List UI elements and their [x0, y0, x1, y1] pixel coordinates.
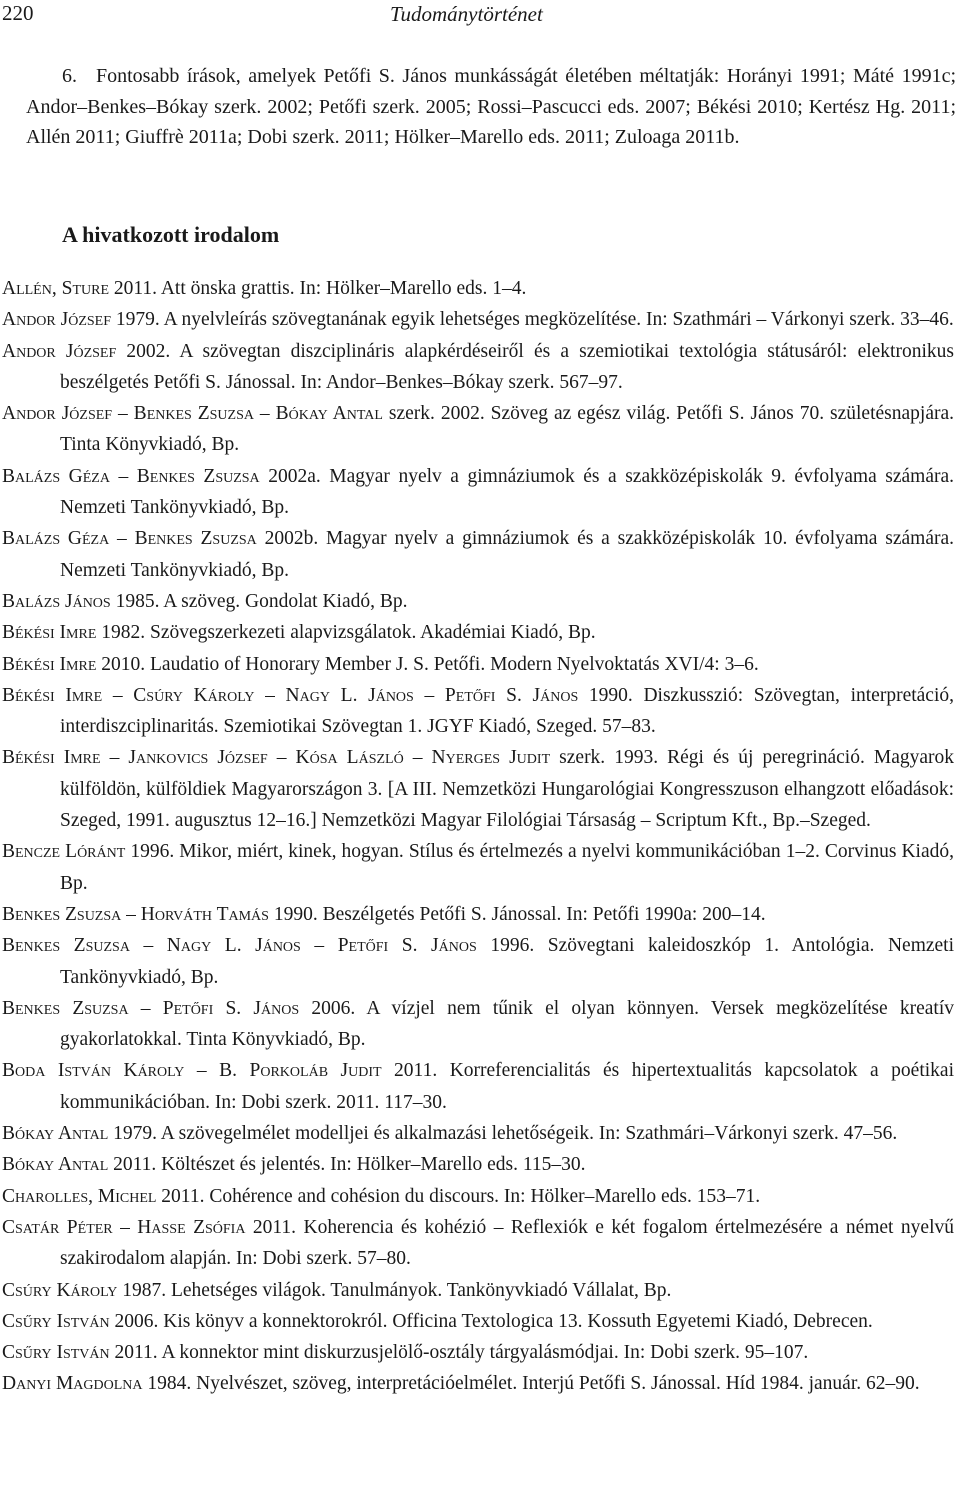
reference-author: Balázs János	[2, 590, 111, 612]
reference-entry	[2, 899, 954, 930]
reference-entry	[2, 1337, 954, 1368]
reference-entry	[2, 1212, 954, 1275]
reference-entry	[2, 273, 954, 304]
reference-entry	[2, 1149, 954, 1180]
reference-text: 2011. Cohérence and cohésion du discours. In: Hölker–Marello eds. 153–71.	[156, 1185, 761, 1207]
reference-text: 2010. Laudatio of Honorary Member J. S. Petőfi. Modern Nyelvoktatás XVI/4: 3–6.	[96, 653, 759, 675]
reference-author: Benkes Zsuzsa – Horváth Tamás	[2, 903, 269, 925]
reference-text: 2011. Koherencia és kohézió – Reflexiók e két fogalom értelmezésére a német nyelvű szakirodalom alapján. In: Dobi szerk. 57–80.	[60, 1216, 954, 1270]
reference-text: 1984. Nyelvészet, szöveg, interpretációelmélet. Interjú Petőfi S. Jánossal. Híd 1984. január. 62–90.	[142, 1373, 920, 1395]
reference-text: 2011. Att önska grattis. In: Hölker–Marello eds. 1–4.	[109, 278, 527, 299]
reference-text: 1990. Diszkusszió: Szövegtan, interpretáció, interdiszciplinaritás. Szemiotikai Szövegtan 1. JGYF Kiadó, Szeged. 57–83.	[60, 684, 954, 738]
reference-author: Andor József – Benkes Zsuzsa – Bókay Antal	[2, 403, 383, 425]
reference-text: 2002a. Magyar nyelv a gimnáziumok és a szakközépiskolák 9. évfolyama számára. Nemzeti Tankönyvkiadó, Bp.	[60, 465, 954, 519]
footnote	[26, 61, 956, 153]
running-title: Tudománytörténet	[390, 2, 543, 26]
reference-entry	[2, 336, 954, 399]
reference-author: Békési Imre – Csúry Károly – Nagy L. János – Petőfi S. János	[2, 684, 579, 706]
reference-text: 2011. Korreferencialitás és hipertextualitás kapcsolatok a poétikai kommunikációban. In: Dobi szerk. 2011. 117–30.	[60, 1060, 954, 1113]
reference-text: 2011. Költészet és jelentés. In: Hölker–Marello eds. 115–30.	[108, 1154, 586, 1176]
reference-entry	[2, 398, 954, 461]
reference-author: Balázs Géza – Benkes Zsuzsa	[2, 465, 260, 487]
reference-text: 2006. A vízjel nem tűnik el olyan könnyen. Versek megközelítése kreatív gyakorlatokkal. Tinta Könyvkiadó, Bp.	[60, 997, 954, 1051]
reference-author: Békési Imre – Jankovics József – Kósa László – Nyerges Judit	[2, 747, 551, 769]
reference-text: 1990. Beszélgetés Petőfi S. Jánossal. In: Petőfi 1990a: 200–14.	[268, 903, 766, 925]
reference-author: Csatár Péter – Hasse Zsófia	[2, 1216, 246, 1238]
reference-author: Andor József	[2, 309, 112, 331]
footnote-text: Fontosabb írások, amelyek Petőfi S. János munkásságát életében méltatják: Horányi 1991; Máté 1991c; Andor–Benkes–Bókay szerk. 2002; Petőfi szerk. 2005; Rossi–Pascucci eds. 2007; Békési 2010; Kertész Hg. 2011; Allén 2011; Giuffrè 2011a; Dobi szerk. 2011; Hölker–Marello eds. 2011; Zuloaga 2011b.	[26, 65, 956, 148]
reference-entry	[2, 1055, 954, 1118]
page-number: 220	[2, 1, 34, 25]
reference-author: Danyi Magdolna	[2, 1373, 143, 1395]
reference-author: Békési Imre	[2, 653, 97, 675]
reference-entry	[2, 1275, 954, 1306]
reference-author: Bókay Antal	[2, 1154, 109, 1176]
reference-entry	[2, 1181, 954, 1212]
reference-entry	[2, 930, 954, 993]
reference-author: Balázs Géza – Benkes Zsuzsa	[2, 528, 257, 550]
reference-entry	[2, 523, 954, 586]
reference-text: szerk. 2002. Szöveg az egész világ. Petőfi S. János 70. születésnapjára. Tinta Könyvkiadó, Bp.	[60, 403, 955, 456]
reference-text: 2006. Kis könyv a konnektorokról. Officina Textologica 13. Kossuth Egyetemi Kiadó, Debrecen.	[109, 1310, 873, 1332]
reference-author: Benkes Zsuzsa – Petőfi S. János	[2, 997, 300, 1019]
reference-entry	[2, 461, 954, 524]
reference-list	[2, 273, 954, 1400]
reference-entry	[2, 649, 954, 680]
reference-text: 1979. A szövegelmélet modelljei és alkalmazási lehetőségeik. In: Szathmári–Várkonyi szerk. 47–56.	[108, 1123, 898, 1145]
reference-entry	[2, 742, 954, 836]
section-title: A hivatkozott irodalom	[62, 222, 280, 247]
reference-text: 1987. Lehetséges világok. Tanulmányok. Tankönyvkiadó Vállalat, Bp.	[117, 1279, 672, 1301]
reference-author: Benkes Zsuzsa – Nagy L. János – Petőfi S. János	[2, 935, 477, 957]
reference-entry	[2, 304, 954, 335]
reference-author: Andor József	[2, 340, 117, 362]
reference-text: 1985. A szöveg. Gondolat Kiadó, Bp.	[110, 590, 408, 612]
reference-author: Csúry Károly	[2, 1279, 118, 1301]
reference-text: 2011. A konnektor mint diskurzusjelölő-osztály tárgyalásmódjai. In: Dobi szerk. 95–107.	[109, 1342, 809, 1364]
reference-text: 1979. A nyelvleírás szövegtanának egyik lehetséges megközelítése. In: Szathmári – Várkonyi szerk. 33–46.	[111, 309, 954, 331]
reference-text: 1982. Szövegszerkezeti alapvizsgálatok. Akadémiai Kiadó, Bp.	[96, 622, 596, 644]
running-header	[0, 0, 960, 34]
reference-text: szerk. 1993. Régi és új peregrináció. Magyarok külföldön, külföldiek Magyarországon 3. [A III. Nemzetközi Hungarológiai Kongresszuson elhangzott előadások: Szeged, 1991. augusztus 12–16.] Nemzetközi Magyar Filológiai Társaság – Scriptum Kft., Bp.–Szeged.	[60, 747, 955, 832]
reference-text: 2002. A szövegtan diszciplináris alapkérdéseiről és a szemiotikai textológia státusáról: elektronikus beszélgetés Petőfi S. Jánossal. In: Andor–Benkes–Bókay szerk. 567–97.	[60, 340, 954, 393]
reference-author: Charolles, Michel	[2, 1185, 157, 1207]
reference-entry	[2, 617, 954, 648]
reference-entry	[2, 586, 954, 617]
reference-author: Csűry István	[2, 1342, 110, 1364]
reference-text: 2002b. Magyar nyelv a gimnáziumok és a szakközépiskolák 10. évfolyama számára. Nemzeti Tankönyvkiadó, Bp.	[60, 528, 954, 581]
reference-author: Békési Imre	[2, 622, 97, 644]
reference-text: 1996. Mikor, miért, kinek, hogyan. Stílus és értelmezés a nyelvi kommunikációban 1–2. Corvinus Kiadó, Bp.	[60, 841, 954, 894]
reference-entry	[2, 836, 954, 899]
reference-entry	[2, 680, 954, 743]
footnote-number: 6.	[62, 65, 77, 87]
reference-author: Csűry István	[2, 1310, 110, 1332]
reference-entry	[2, 1118, 954, 1149]
reference-text: 1996. Szövegtani kaleidoszkóp 1. Antológia. Nemzeti Tankönyvkiadó, Bp.	[60, 935, 955, 988]
reference-entry	[2, 993, 954, 1056]
reference-entry	[2, 1368, 954, 1399]
reference-entry	[2, 1306, 954, 1337]
reference-author: Allén, Sture	[2, 278, 109, 299]
reference-author: Bencze Lóránt	[2, 841, 126, 863]
reference-author: Boda István Károly – B. Porkoláb Judit	[2, 1060, 382, 1082]
reference-author: Bókay Antal	[2, 1123, 109, 1145]
